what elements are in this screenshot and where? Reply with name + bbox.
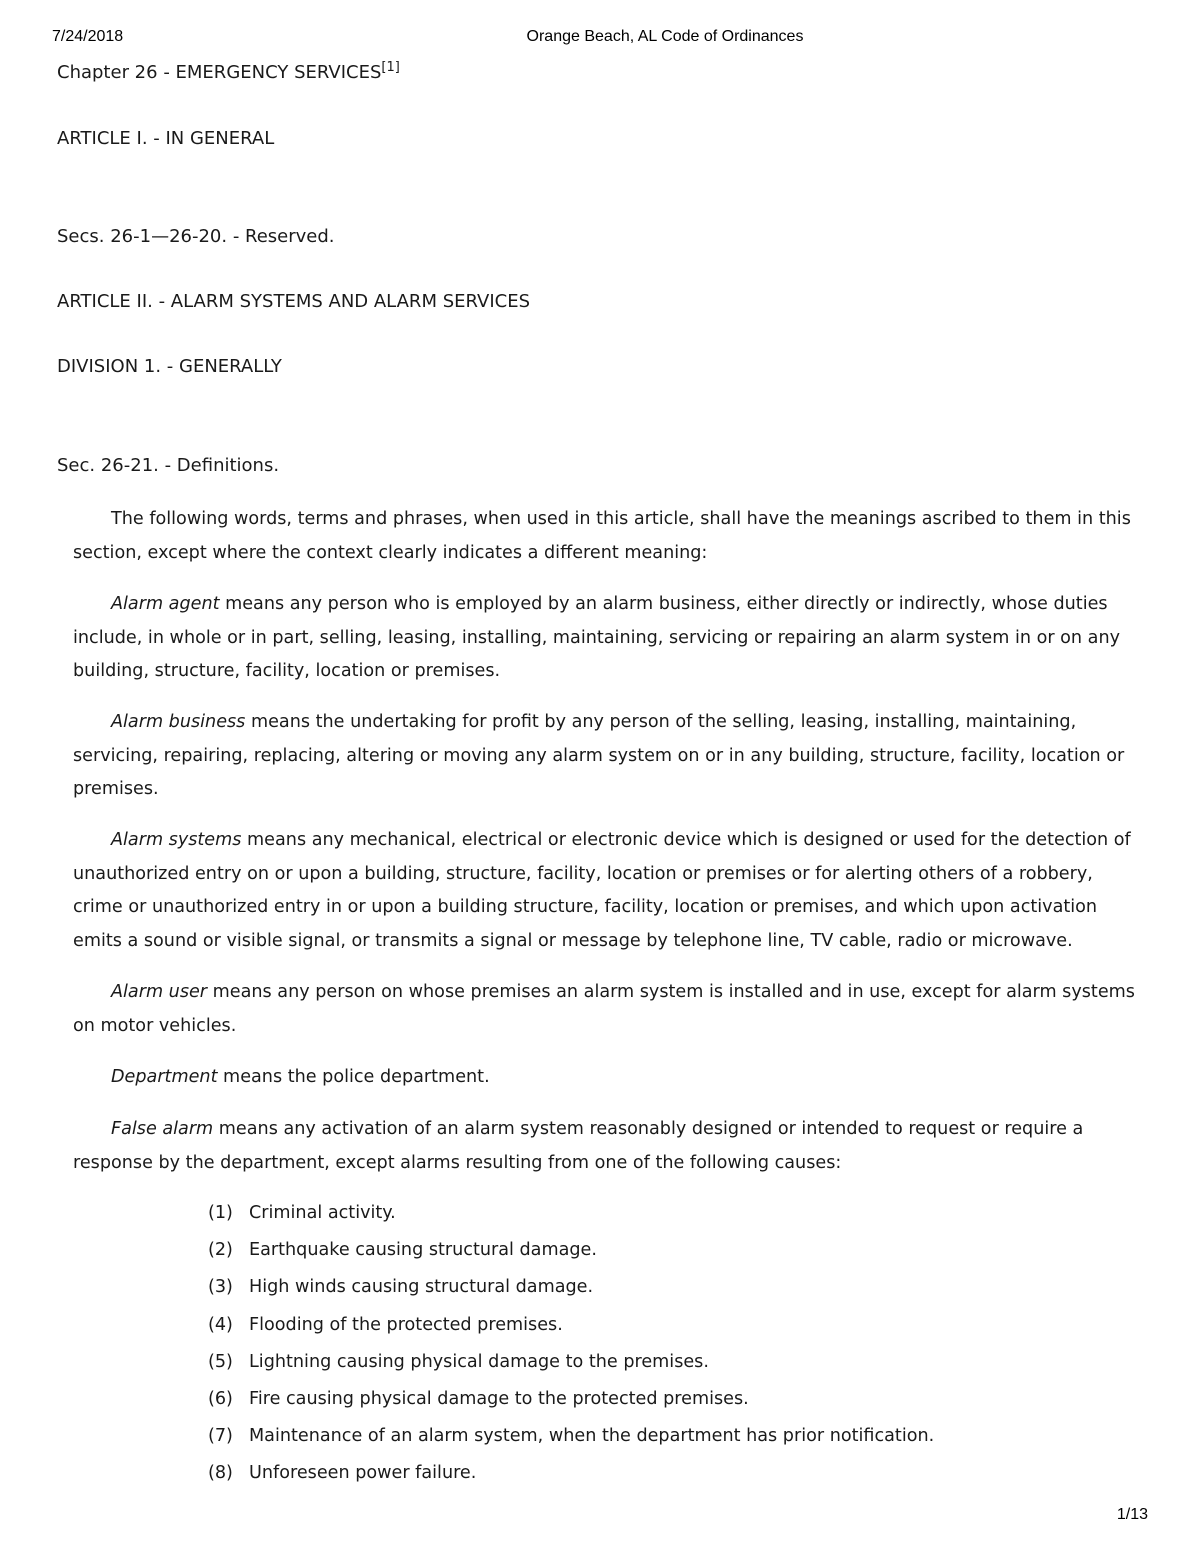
definition-alarm-agent (73, 588, 1143, 689)
definition-text: means any person on whose premises an alarm system is installed and in use, except for alarm systems on motor vehicles. (73, 982, 1135, 1036)
list-item (208, 1426, 934, 1446)
print-date: 7/24/2018 (52, 28, 124, 45)
list-item-number: (3) (208, 1277, 233, 1297)
print-title: Orange Beach, AL Code of Ordinances (526, 28, 804, 45)
chapter-title: Chapter 26 - EMERGENCY SERVICES (57, 62, 382, 83)
list-item (208, 1240, 597, 1260)
list-item (208, 1315, 563, 1335)
list-item-text: Lightning causing physical damage to the premises. (249, 1352, 709, 1372)
definition-term: False alarm (111, 1119, 214, 1139)
reserved-sections: Secs. 26-1—26-20. - Reserved. (57, 226, 335, 247)
definition-text: means any person who is employed by an alarm business, either directly or indirectly, whose duties include, in whole or in part, selling, leasing, installing, maintaining, servicing or repairing an alarm system in or on any building, structure, facility, location or premises. (73, 594, 1121, 681)
definition-term: Department (111, 1067, 218, 1087)
definition-term: Alarm agent (111, 594, 220, 614)
list-item-text: Criminal activity. (249, 1203, 396, 1223)
footnote-link[interactable]: [1] (381, 60, 400, 75)
list-item-number: (6) (208, 1389, 233, 1409)
intro-paragraph: The following words, terms and phrases, when used in this article, shall have the meanings ascribed to them in this section, except where the context clearly indicates a different meaning: (73, 509, 1131, 563)
list-item-text: Maintenance of an alarm system, when the department has prior notification. (249, 1426, 935, 1446)
list-item-number: (2) (208, 1240, 233, 1260)
page-number: 1/13 (1116, 1506, 1148, 1523)
list-item-number: (1) (208, 1203, 233, 1223)
list-item-text: High winds causing structural damage. (249, 1277, 594, 1297)
article-1-heading: ARTICLE I. - IN GENERAL (57, 128, 275, 149)
list-item-text: Flooding of the protected premises. (249, 1315, 563, 1335)
definition-text: means the police department. (217, 1067, 490, 1087)
definition-term: Alarm systems (111, 830, 242, 850)
definition-term: Alarm business (111, 712, 246, 732)
definition-alarm-systems (73, 824, 1143, 958)
definition-text: means any mechanical, electrical or electronic device which is designed or used for the detection of unauthorized entry on or upon a building, structure, facility, location or premises or for alerting others of a robbery, crime or unauthorized entry in or upon a building structure, facility, location or premises, and which upon activation emits a sound or visible signal, or transmits a signal or message by telephone line, TV cable, radio or microwave. (73, 830, 1131, 951)
list-item (208, 1277, 593, 1297)
chapter-heading (57, 62, 400, 83)
definition-department (73, 1061, 1143, 1095)
definition-alarm-user (73, 976, 1143, 1043)
list-item (208, 1463, 476, 1483)
list-item (208, 1203, 396, 1223)
division-1-heading: DIVISION 1. - GENERALLY (57, 356, 282, 377)
list-item-number: (4) (208, 1315, 233, 1335)
list-item (208, 1389, 749, 1409)
list-item (208, 1352, 709, 1372)
list-item-text: Unforeseen power failure. (249, 1463, 477, 1483)
definition-text: means any activation of an alarm system reasonably designed or intended to request or require a response by the department, except alarms resulting from one of the following causes: (73, 1119, 1084, 1173)
definition-alarm-business (73, 706, 1143, 807)
list-item-number: (5) (208, 1352, 233, 1372)
list-item-number: (7) (208, 1426, 233, 1446)
list-item-text: Earthquake causing structural damage. (249, 1240, 597, 1260)
article-2-heading: ARTICLE II. - ALARM SYSTEMS AND ALARM SERVICES (57, 291, 531, 312)
definition-false-alarm (73, 1113, 1143, 1180)
definition-text: means the undertaking for profit by any person of the selling, leasing, installing, maintaining, servicing, repairing, replacing, altering or moving any alarm system on or in any building, structure, facility, location or premises. (73, 712, 1125, 799)
definition-term: Alarm user (111, 982, 208, 1002)
section-heading: Sec. 26-21. - Definitions. (57, 455, 280, 476)
list-item-text: Fire causing physical damage to the protected premises. (249, 1389, 749, 1409)
list-item-number: (8) (208, 1463, 233, 1483)
